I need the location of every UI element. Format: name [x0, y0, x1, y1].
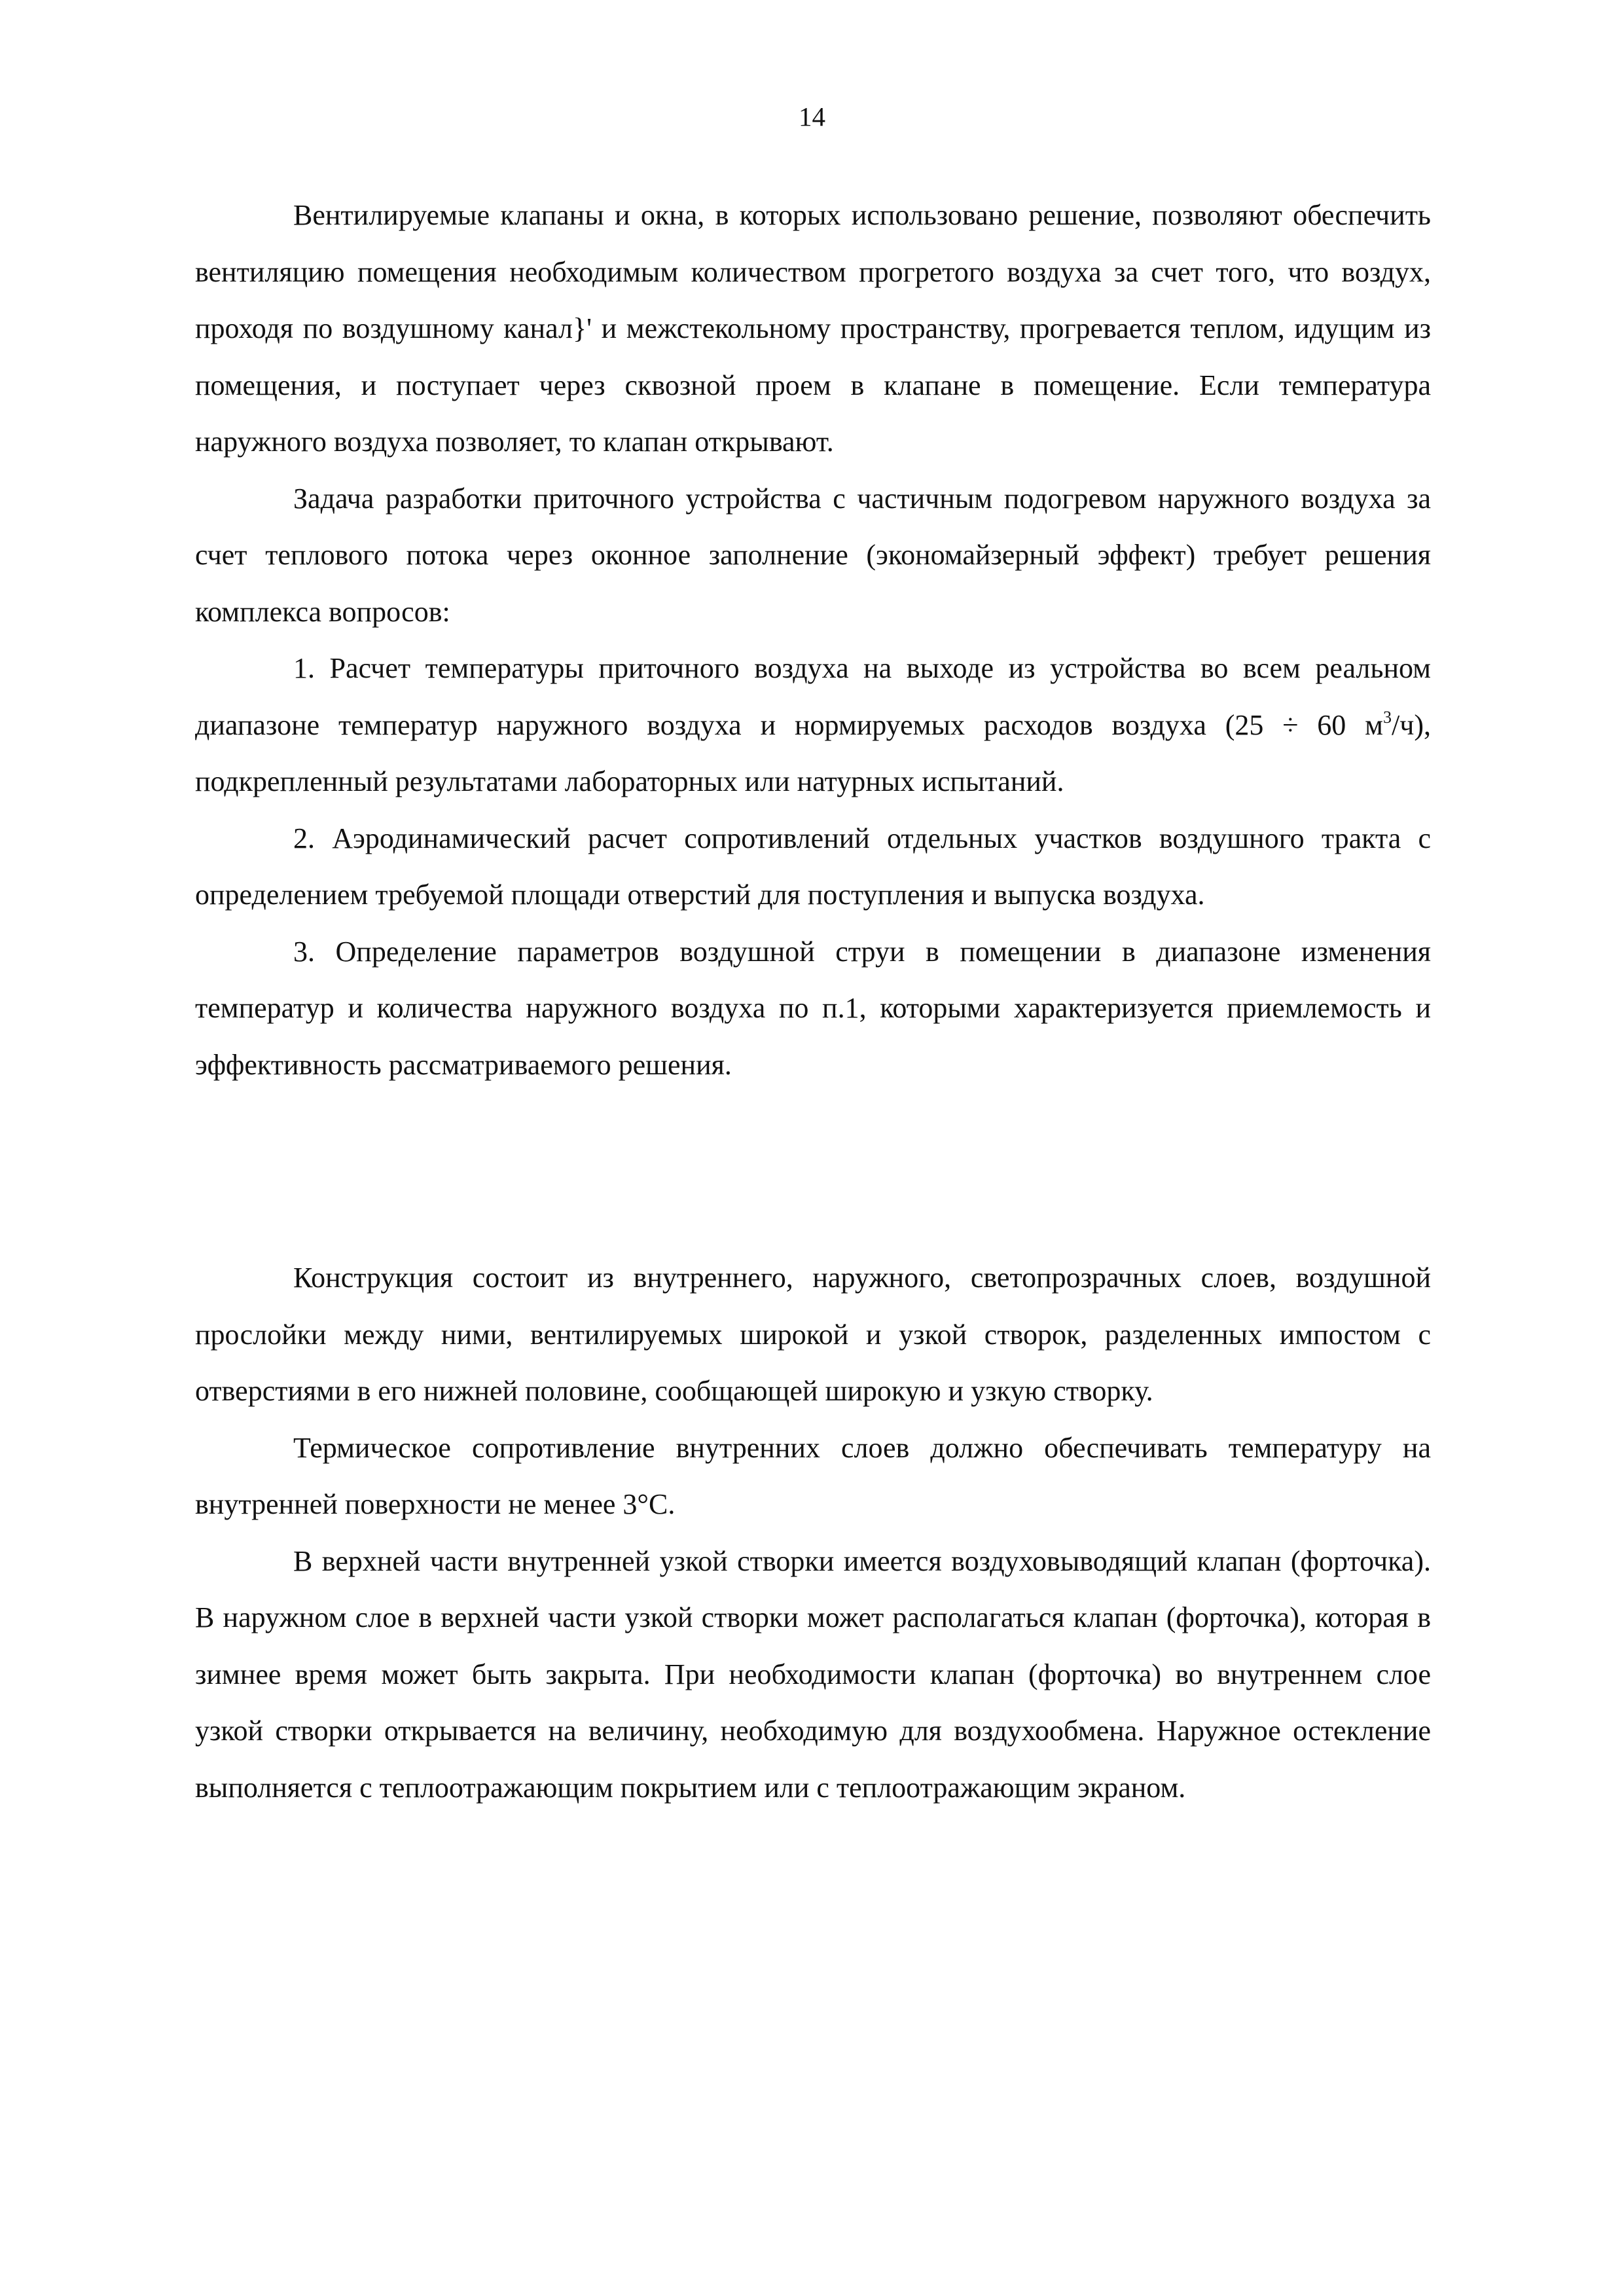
- paragraph-upper-valve: В верхней части внутренней узкой створки имеется воздуховыводящий клапан (форточка). В наружном слое в верхней части узкой створки может располагаться клапан (форточка), которая в зимнее время может быть закрыта. При необходимости клапан (форточка) во внутреннем слое узкой створки открывается на величину, необходимую для воздухообмена. Наружное остекление выполняется с теплоотражающим покрытием или с теплоотражающим экраном.: [195, 1544, 1431, 1804]
- paragraph-construction: Конструкция состоит из внутреннего, наружного, светопрозрачных слоев, воздушной прослойки между ними, вентилируемых широкой и узкой створок, разделенных импостом с отверстиями в его нижней половине, сообщающей широкую и узкую створку.: [195, 1262, 1431, 1407]
- superscript-cubic: 3: [1382, 707, 1392, 727]
- list-item-3-air-jet-parameters: 3. Определение параметров воздушной струи в помещении в диапазоне изменения температур и количества наружного воздуха по п.1, которыми характеризуется приемлемость и эффективность рассматриваемого решения.: [195, 935, 1431, 1081]
- paragraph-thermal-resistance: Термическое сопротивление внутренних слоев должно обеспечивать температуру на внутренней поверхности не менее 3°С.: [195, 1431, 1431, 1520]
- paragraph-task-statement: Задача разработки приточного устройства с частичным подогревом наружного воздуха за счет теплового потока через оконное заполнение (экономайзерный эффект) требует решения комплекса вопросов:: [195, 482, 1431, 628]
- list-item-1-text-before: 1. Расчет температуры приточного воздуха на выходе из устройства во всем реальном диапазоне температур наружного воздуха и нормируемых расходов воздуха (25 ÷ 60 м: [195, 652, 1431, 741]
- list-item-1-text-after: /ч), подкрепленный результатами лабораторных или натурных испытаний.: [195, 708, 1431, 797]
- text-block-ventilation-task: [195, 187, 1431, 1093]
- list-item-1-temperature-calculation: [195, 640, 1431, 811]
- page-number: 14: [799, 101, 825, 132]
- paragraph-ventilated-valves: Вентилируемые клапаны и окна, в которых использовано решение, позволяют обеспечить вентиляцию помещения необходимым количеством прогретого воздуха за счет того, что воздух, проходя по воздушному канал}' и межстекольному пространству, прогревается теплом, идущим из помещения, и поступает через сквозной проем в клапане в помещение. Если температура наружного воздуха позволяет, то клапан открывают.: [195, 199, 1431, 458]
- text-block-construction: [195, 1250, 1431, 1816]
- list-item-2-aerodynamic-calculation: 2. Аэродинамический расчет сопротивлений отдельных участков воздушного тракта с определением требуемой площади отверстий для поступления и выпуска воздуха.: [195, 822, 1431, 911]
